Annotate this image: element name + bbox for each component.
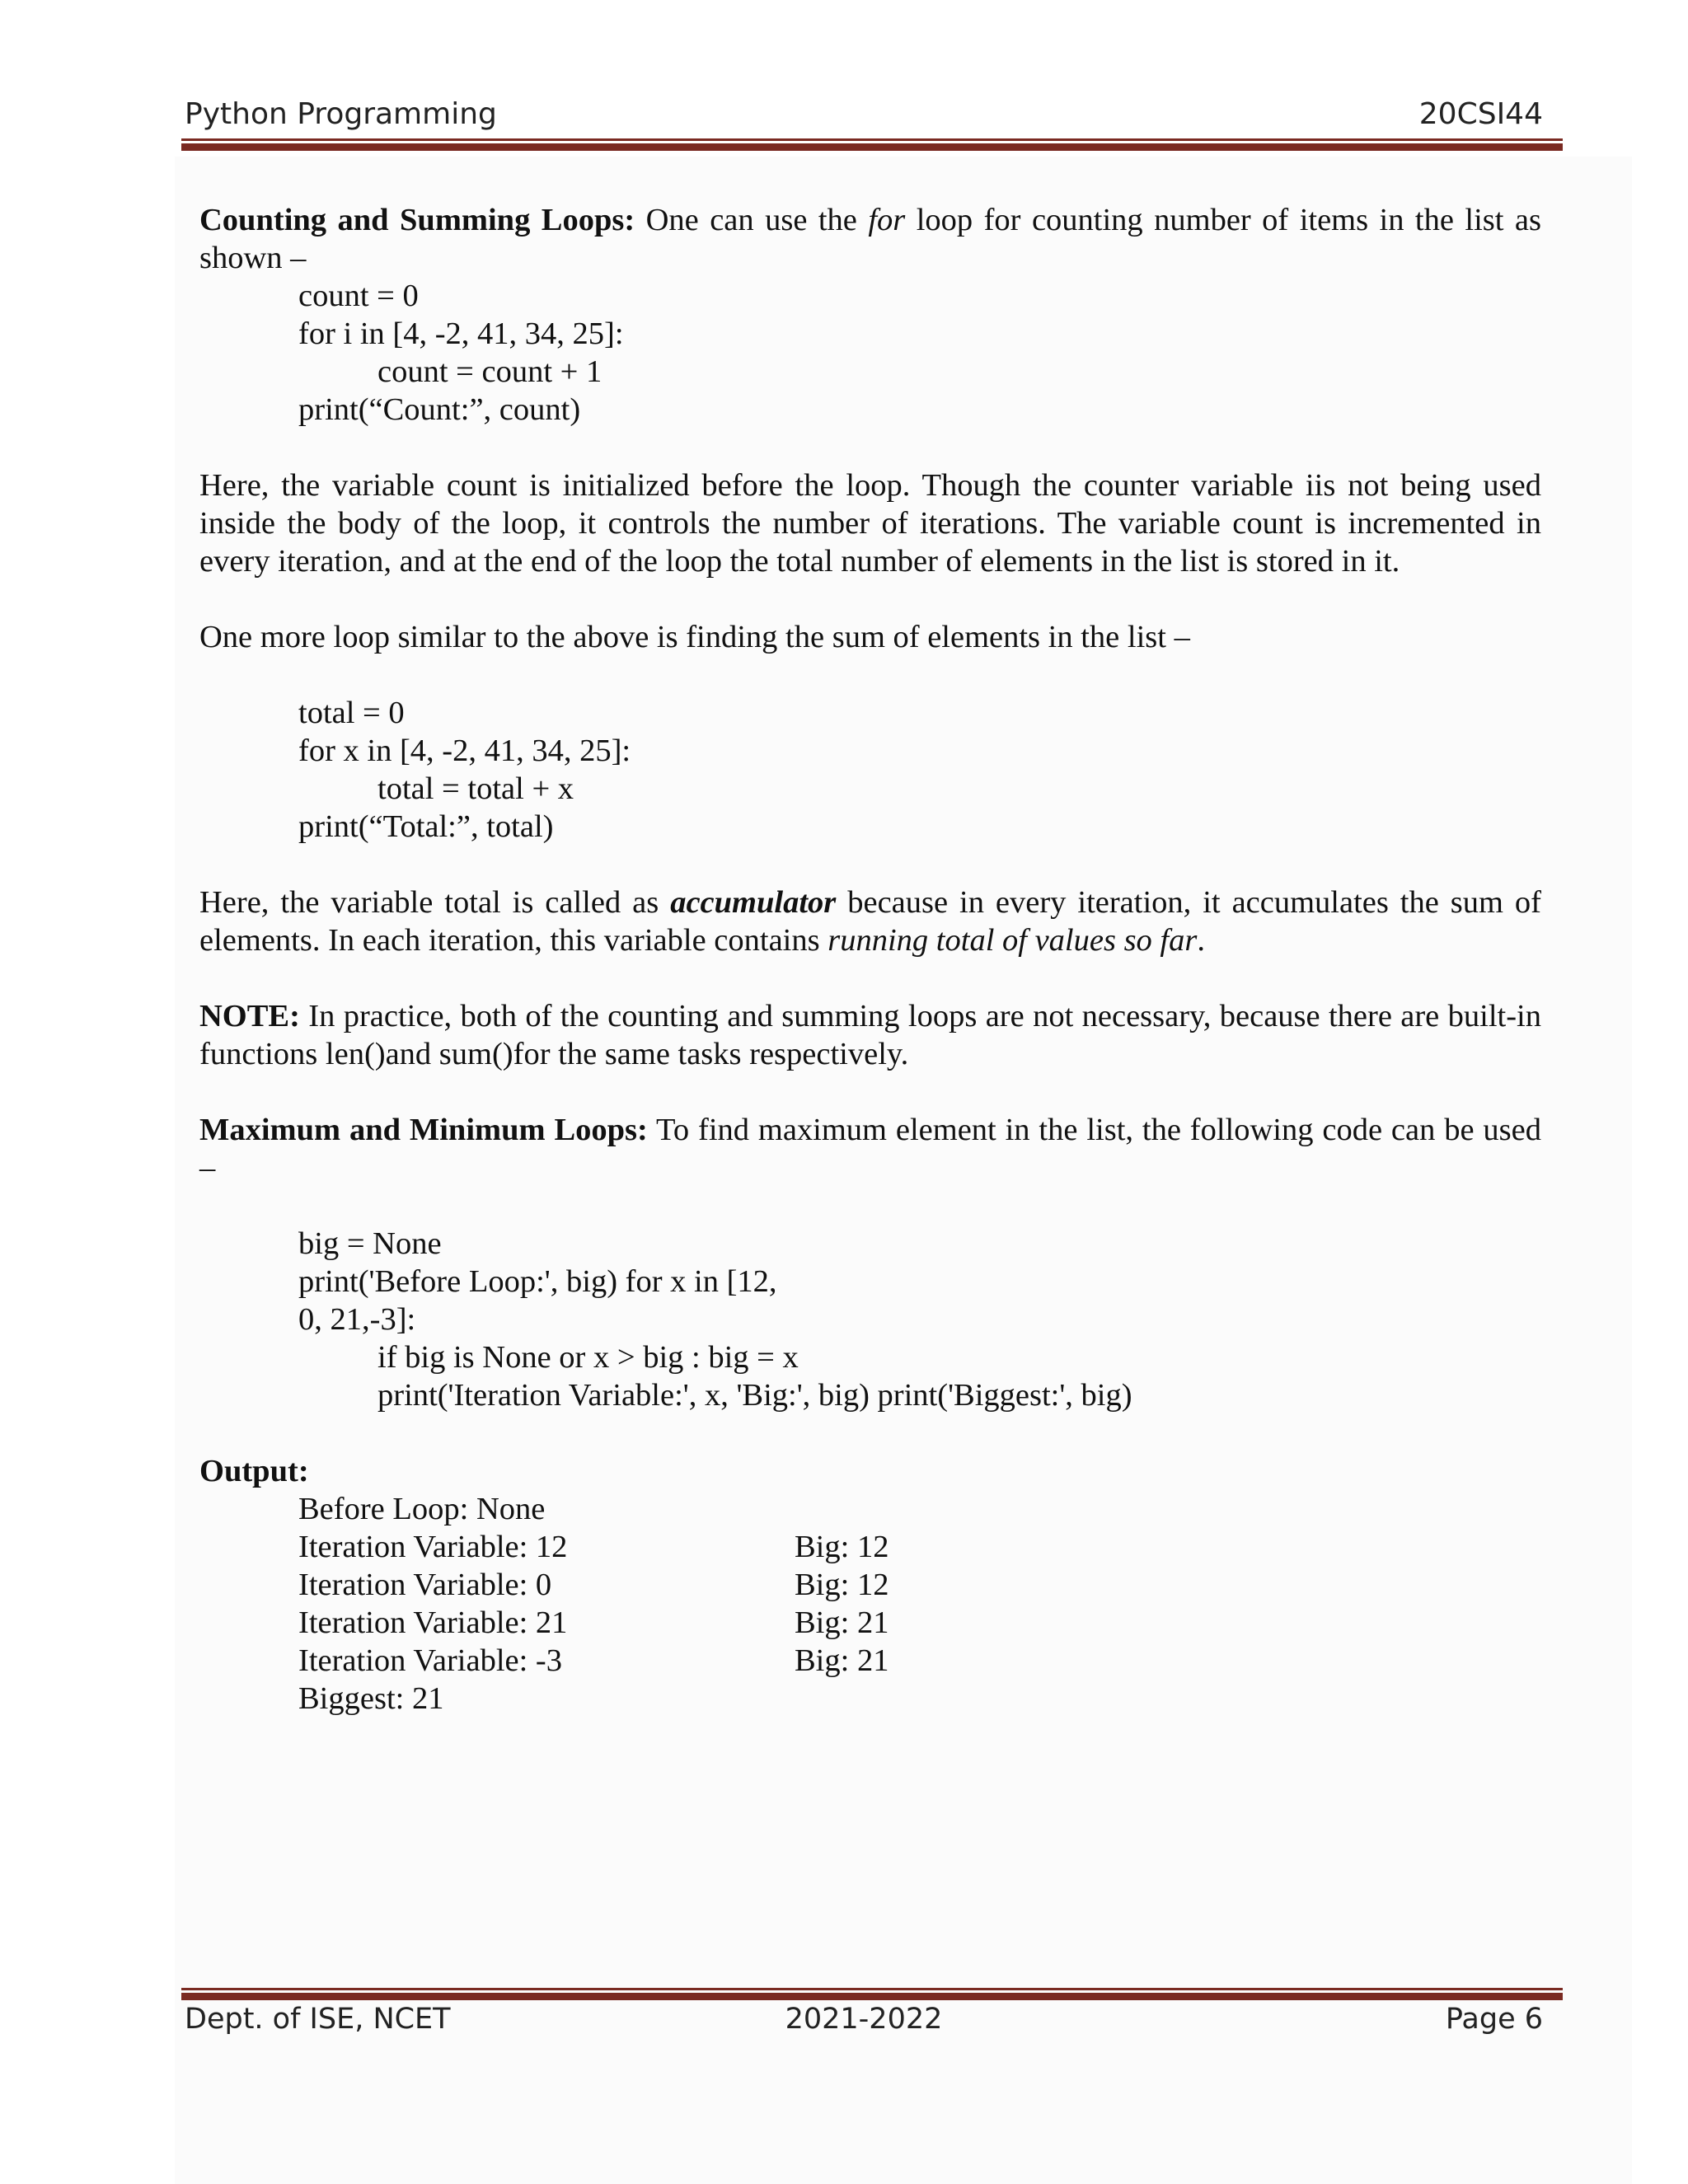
code-line: print(“Total:”, total): [298, 809, 554, 844]
count-explanation-paragraph: Here, the variable count is initialized before the loop. Though the counter variable iis not being used inside the body of the loop, it controls the number of iterations. The variable count is incremented in every iteration, and at the end of the loop the total number of elements in the list is stored in it.: [199, 468, 1541, 579]
header-course-code: 20CSI44: [1418, 97, 1543, 131]
section-heading-maxmin: Maximum and Minimum Loops:: [199, 1113, 648, 1147]
code-line: 0, 21,-3]:: [298, 1302, 416, 1337]
code-line: if big is None or x > big : big = x: [377, 1340, 799, 1375]
output-row: Iteration Variable: 12 Big: 12: [298, 1530, 889, 1564]
code-line: for i in [4, -2, 41, 34, 25]:: [298, 316, 624, 351]
code-line: total = 0: [298, 696, 405, 730]
accumulator-paragraph: Here, the variable total is called as accumulator because in every iteration, it accumulates the sum of elements. In each iteration, this variable contains running total of values so far.: [199, 885, 1541, 958]
count-code-block: [298, 277, 1541, 429]
footer-page-number: Page 6: [1445, 2003, 1543, 2036]
section-heading-counting: Counting and Summing Loops:: [199, 203, 635, 237]
page-header: [185, 97, 1543, 140]
code-line: total = total + x: [377, 771, 574, 806]
header-rule: [181, 138, 1563, 151]
total-code-block: [298, 694, 1541, 846]
code-line: count = count + 1: [377, 354, 603, 389]
page-footer: [185, 2003, 1543, 2044]
code-line: print('Iteration Variable:', x, 'Big:', big) print('Biggest:', big): [377, 1378, 1132, 1413]
header-title: Python Programming: [185, 97, 497, 131]
footer-department: Dept. of ISE, NCET: [185, 2003, 451, 2036]
code-line: print(“Count:”, count): [298, 392, 581, 427]
counting-summing-paragraph: Counting and Summing Loops: One can use the for loop for counting number of items in the list as shown –: [199, 203, 1541, 275]
footer-year: 2021-2022: [785, 2003, 943, 2036]
sum-intro-paragraph: One more loop similar to the above is finding the sum of elements in the list –: [199, 620, 1190, 654]
note-paragraph: NOTE: In practice, both of the counting and summing loops are not necessary, because there are built-in functions len()and sum()for the same tasks respectively.: [199, 999, 1541, 1071]
code-line: for x in [4, -2, 41, 34, 25]:: [298, 733, 631, 768]
output-block: [298, 1490, 1541, 1718]
output-row: Iteration Variable: 21 Big: 21: [298, 1605, 889, 1640]
output-line: Before Loop: None: [298, 1492, 546, 1526]
output-label: Output:: [199, 1454, 309, 1488]
max-min-paragraph: Maximum and Minimum Loops: To find maximum element in the list, the following code can be used –: [199, 1113, 1541, 1185]
code-line: big = None: [298, 1226, 442, 1261]
footer-rule: [181, 1988, 1563, 2000]
output-line: Biggest: 21: [298, 1681, 444, 1716]
output-row: Iteration Variable: 0 Big: 12: [298, 1568, 889, 1602]
code-line: count = 0: [298, 279, 419, 313]
page-body: [199, 201, 1541, 1718]
max-code-block: [298, 1225, 1541, 1414]
output-section: [199, 1452, 1541, 1718]
code-line: print('Before Loop:', big) for x in [12,: [298, 1264, 777, 1299]
output-row: Iteration Variable: -3 Big: 21: [298, 1643, 889, 1678]
